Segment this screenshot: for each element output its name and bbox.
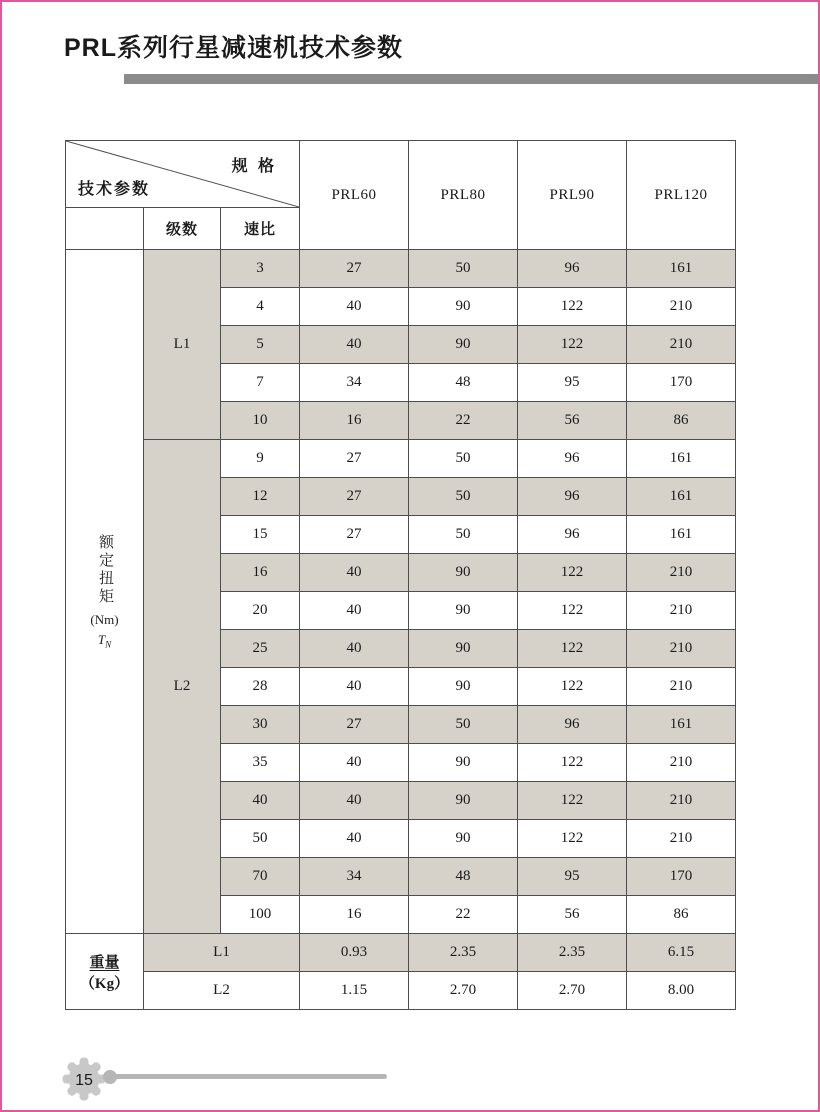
value-cell: 48	[409, 364, 518, 402]
value-cell: 210	[627, 630, 736, 668]
value-cell: 210	[627, 782, 736, 820]
spec-table-header	[66, 141, 736, 250]
value-cell: 122	[518, 820, 627, 858]
value-cell: 170	[627, 364, 736, 402]
data-row	[66, 440, 736, 478]
value-cell: 40	[300, 554, 409, 592]
value-cell: 161	[627, 706, 736, 744]
footer-line	[110, 1074, 387, 1079]
weight-value-cell: 6.15	[627, 934, 736, 972]
value-cell: 210	[627, 288, 736, 326]
value-cell: 27	[300, 250, 409, 288]
weight-label-text: 重量	[89, 954, 120, 971]
value-cell: 27	[300, 440, 409, 478]
value-cell: 40	[300, 820, 409, 858]
ratio-cell: 30	[221, 706, 300, 744]
value-cell: 96	[518, 250, 627, 288]
value-cell: 122	[518, 554, 627, 592]
ratio-cell: 3	[221, 250, 300, 288]
torque-label-symbol: $T_N$	[97, 631, 112, 650]
value-cell: 90	[409, 630, 518, 668]
weight-stage-cell: L2	[144, 972, 300, 1010]
value-cell: 210	[627, 326, 736, 364]
torque-label-vertical: 额定扭矩	[97, 533, 113, 606]
value-cell: 27	[300, 516, 409, 554]
data-row	[66, 250, 736, 288]
ratio-cell: 15	[221, 516, 300, 554]
ratio-cell: 10	[221, 402, 300, 440]
value-cell: 90	[409, 744, 518, 782]
value-cell: 161	[627, 516, 736, 554]
spec-table	[65, 140, 736, 1010]
value-cell: 50	[409, 516, 518, 554]
stage-cell: L1	[144, 250, 221, 440]
empty-header-cell	[66, 208, 144, 250]
value-cell: 86	[627, 402, 736, 440]
value-cell: 27	[300, 478, 409, 516]
value-cell: 210	[627, 554, 736, 592]
column-header-prl120: PRL120	[627, 141, 736, 250]
value-cell: 122	[518, 782, 627, 820]
value-cell: 48	[409, 858, 518, 896]
ratio-cell: 9	[221, 440, 300, 478]
page-title: PRL系列行星减速机技术参数	[64, 34, 404, 62]
value-cell: 22	[409, 896, 518, 934]
title-underline-bar	[124, 74, 818, 84]
value-cell: 40	[300, 630, 409, 668]
value-cell: 96	[518, 516, 627, 554]
ratio-cell: 100	[221, 896, 300, 934]
ratio-cell: 20	[221, 592, 300, 630]
value-cell: 34	[300, 858, 409, 896]
page-number: 15	[75, 1072, 93, 1089]
diagonal-header-cell	[66, 141, 300, 208]
value-cell: 95	[518, 364, 627, 402]
value-cell: 210	[627, 668, 736, 706]
value-cell: 90	[409, 592, 518, 630]
value-cell: 22	[409, 402, 518, 440]
subheader-stage: 级数	[144, 208, 221, 250]
value-cell: 122	[518, 744, 627, 782]
value-cell: 27	[300, 706, 409, 744]
value-cell: 96	[518, 706, 627, 744]
value-cell: 50	[409, 440, 518, 478]
value-cell: 90	[409, 554, 518, 592]
weight-value-cell: 2.35	[409, 934, 518, 972]
torque-label-unit: (Nm)	[90, 611, 119, 627]
value-cell: 40	[300, 668, 409, 706]
weight-value-cell: 2.35	[518, 934, 627, 972]
ratio-cell: 5	[221, 326, 300, 364]
corner-label-spec: 规 格	[231, 158, 278, 175]
corner-label-params: 技术参数	[78, 181, 151, 198]
gear-icon	[61, 1056, 107, 1102]
value-cell: 210	[627, 592, 736, 630]
weight-row	[66, 972, 736, 1010]
value-cell: 122	[518, 288, 627, 326]
ratio-cell: 35	[221, 744, 300, 782]
weight-label-unit: （Kg）	[79, 975, 130, 992]
value-cell: 34	[300, 364, 409, 402]
value-cell: 210	[627, 820, 736, 858]
value-cell: 40	[300, 782, 409, 820]
value-cell: 16	[300, 402, 409, 440]
value-cell: 96	[518, 478, 627, 516]
value-cell: 96	[518, 440, 627, 478]
value-cell: 90	[409, 782, 518, 820]
ratio-cell: 25	[221, 630, 300, 668]
ratio-cell: 7	[221, 364, 300, 402]
value-cell: 90	[409, 820, 518, 858]
value-cell: 56	[518, 402, 627, 440]
value-cell: 122	[518, 592, 627, 630]
value-cell: 16	[300, 896, 409, 934]
ratio-cell: 4	[221, 288, 300, 326]
ratio-cell: 50	[221, 820, 300, 858]
ratio-cell: 16	[221, 554, 300, 592]
stage-cell: L2	[144, 440, 221, 934]
column-header-prl90: PRL90	[518, 141, 627, 250]
value-cell: 90	[409, 326, 518, 364]
value-cell: 170	[627, 858, 736, 896]
value-cell: 40	[300, 744, 409, 782]
weight-value-cell: 2.70	[518, 972, 627, 1010]
ratio-cell: 40	[221, 782, 300, 820]
value-cell: 40	[300, 592, 409, 630]
value-cell: 161	[627, 440, 736, 478]
weight-value-cell: 8.00	[627, 972, 736, 1010]
ratio-cell: 70	[221, 858, 300, 896]
value-cell: 95	[518, 858, 627, 896]
weight-value-cell: 1.15	[300, 972, 409, 1010]
value-cell: 122	[518, 630, 627, 668]
ratio-cell: 28	[221, 668, 300, 706]
value-cell: 90	[409, 288, 518, 326]
value-cell: 161	[627, 478, 736, 516]
value-cell: 50	[409, 478, 518, 516]
column-header-prl60: PRL60	[300, 141, 409, 250]
value-cell: 90	[409, 668, 518, 706]
subheader-ratio: 速比	[221, 208, 300, 250]
weight-stage-cell: L1	[144, 934, 300, 972]
weight-value-cell: 0.93	[300, 934, 409, 972]
weight-value-cell: 2.70	[409, 972, 518, 1010]
value-cell: 50	[409, 250, 518, 288]
torque-row-label	[66, 250, 144, 934]
header-row-top	[66, 141, 736, 208]
value-cell: 210	[627, 744, 736, 782]
spec-table-body	[66, 250, 736, 1010]
value-cell: 86	[627, 896, 736, 934]
value-cell: 122	[518, 668, 627, 706]
value-cell: 40	[300, 326, 409, 364]
value-cell: 161	[627, 250, 736, 288]
value-cell: 50	[409, 706, 518, 744]
value-cell: 56	[518, 896, 627, 934]
value-cell: 122	[518, 326, 627, 364]
ratio-cell: 12	[221, 478, 300, 516]
value-cell: 40	[300, 288, 409, 326]
weight-row-label	[66, 934, 144, 1010]
weight-row	[66, 934, 736, 972]
column-header-prl80: PRL80	[409, 141, 518, 250]
